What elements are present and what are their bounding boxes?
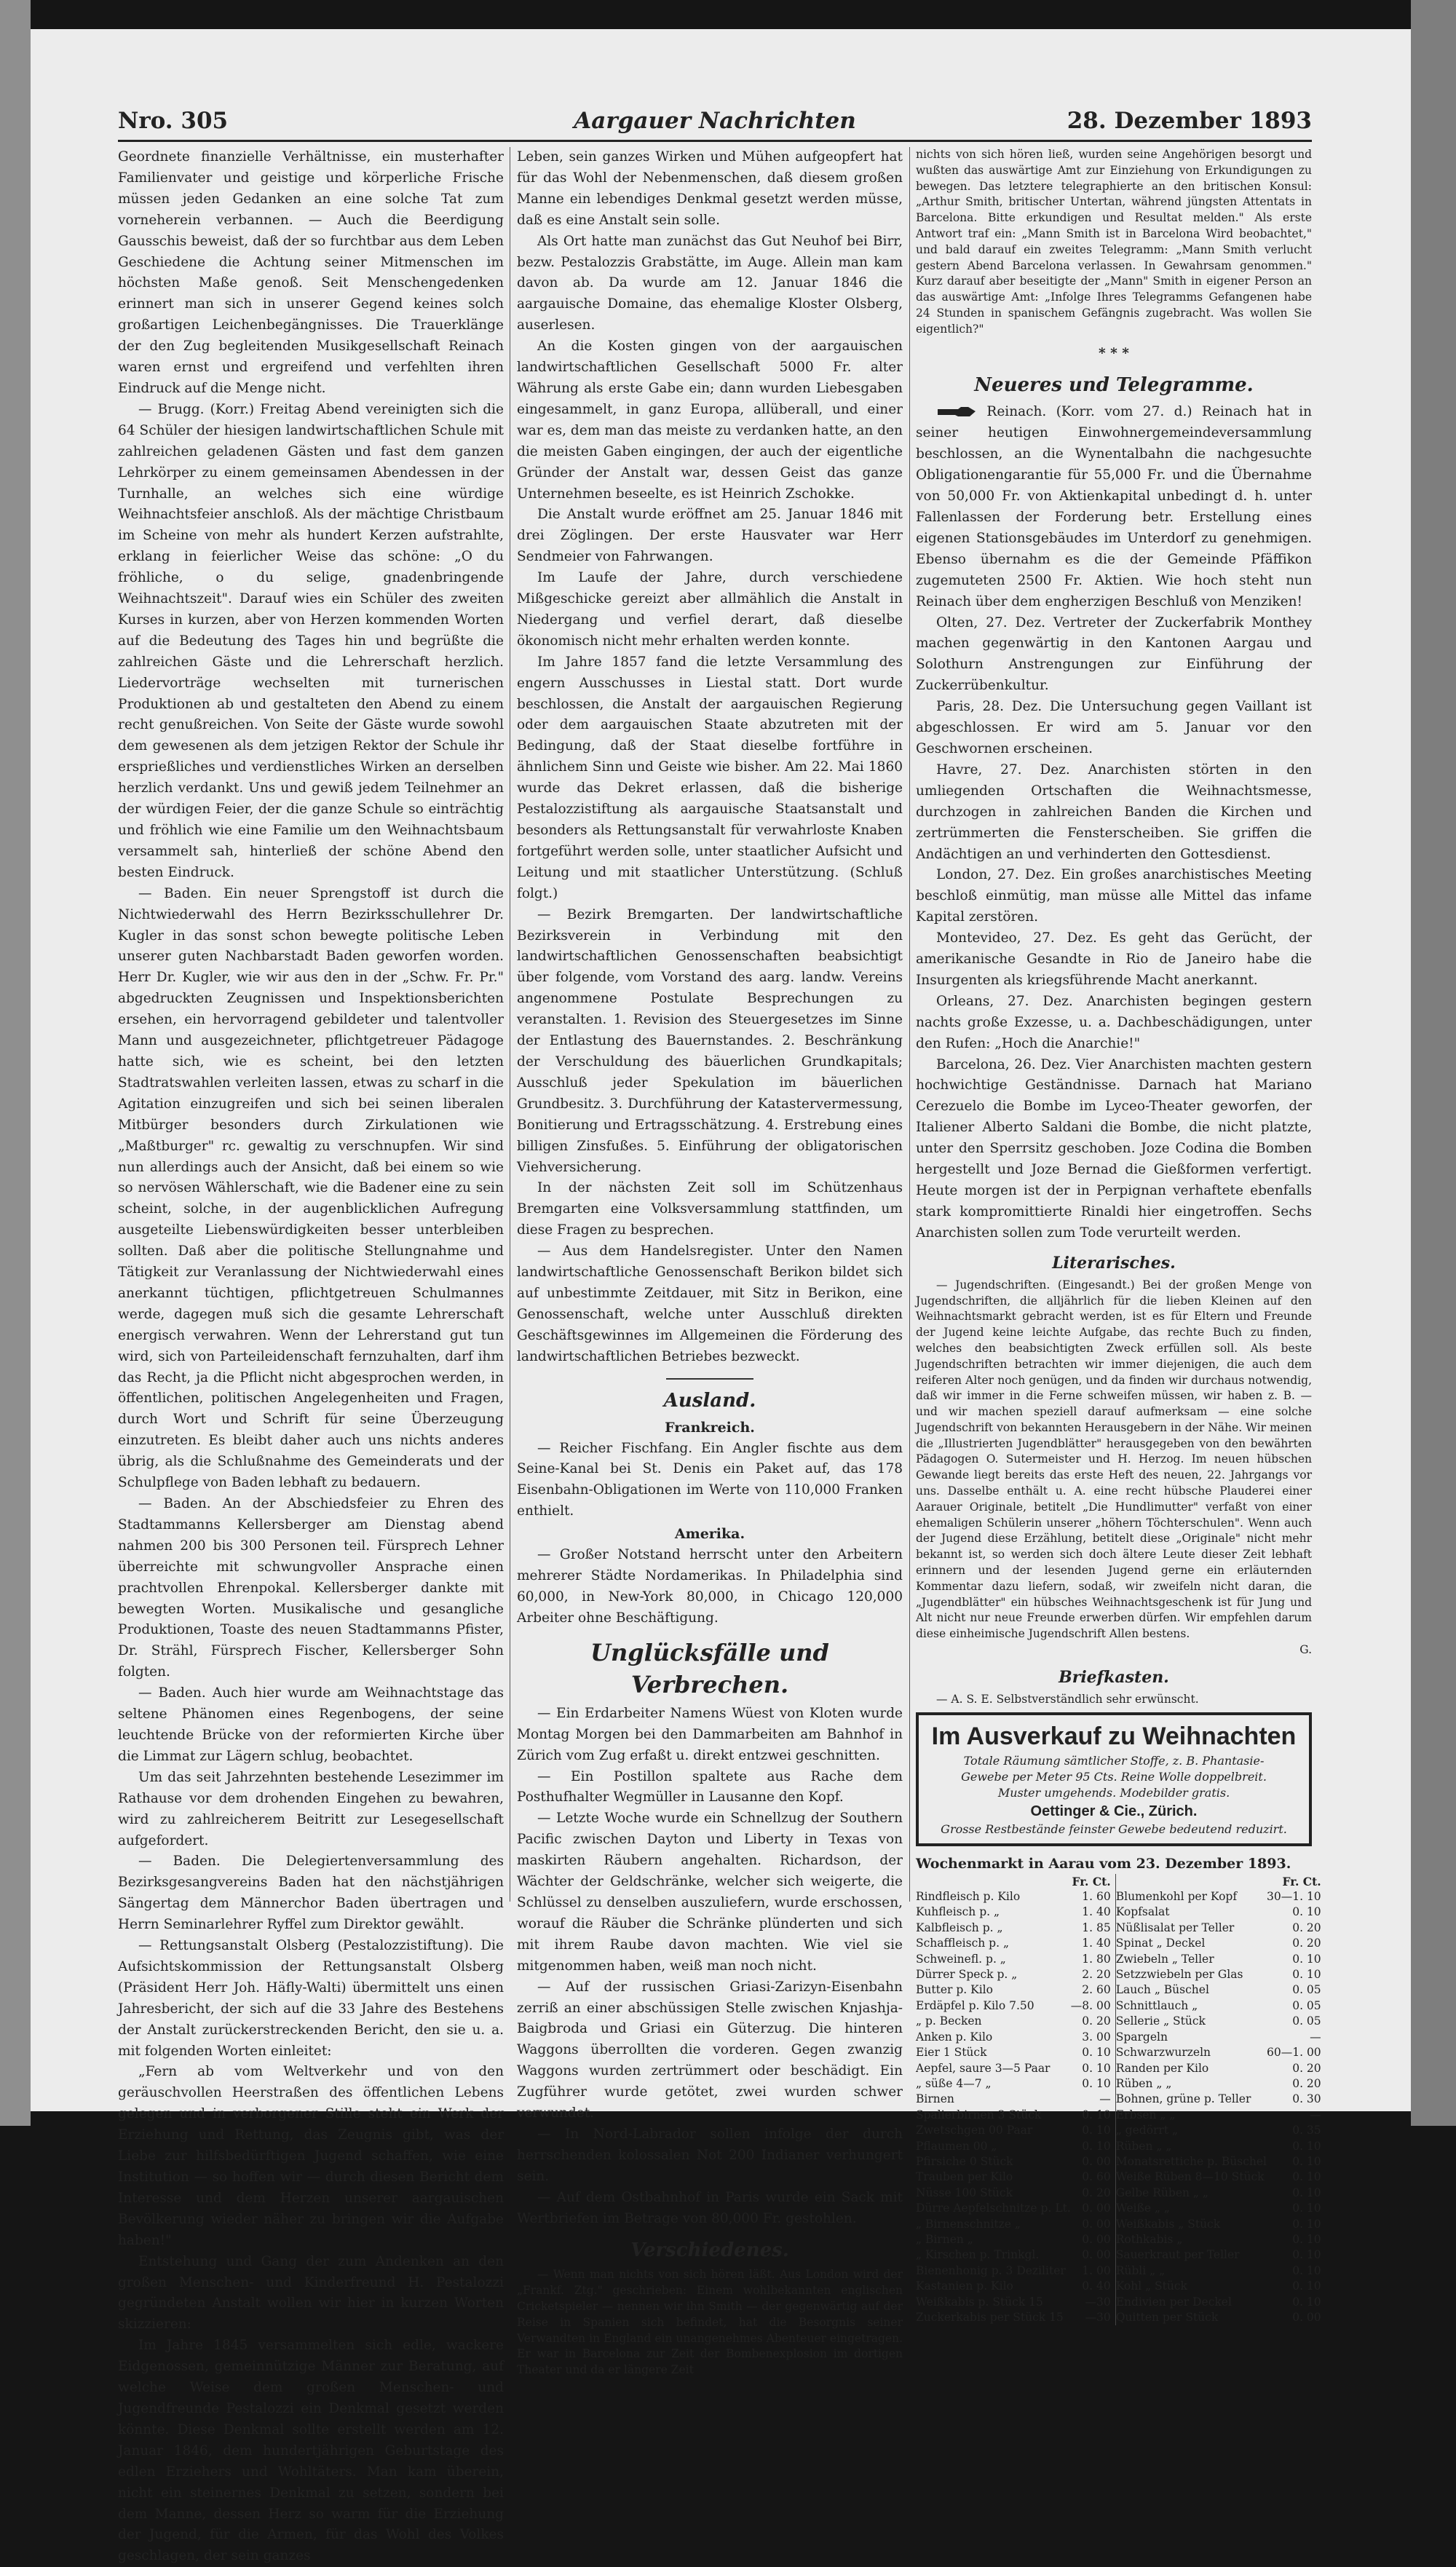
item-price: —8. 00: [1070, 1998, 1111, 2012]
item-name: Lauch „ Büschel: [1115, 1983, 1209, 1997]
ad-body: [927, 1753, 1300, 1838]
item-name: Rüben „ „: [1115, 2076, 1172, 2090]
ad-footer: Grosse Restbestände feinster Gewebe bedeutend reduzirt.: [941, 1822, 1287, 1836]
issue-date: 28. Dezember 1893: [1067, 108, 1312, 134]
article-paragraph: nichts von sich hören ließ, wurden seine Angehörigen besorgt und wußten das auswärtige Amt zur Einziehung von Erkundigungen zu bewegen. Das letztere telegraphierte an den britischen Konsul: „Arthur Smith, britischer Untertan, während jüngsten Attentats in Barcelona. Bitte erkundigen und Resultat melden." Als erste Antwort traf ein: „Mann Smith ist in Barcelona Wird beobachtet," und bald darauf ein zweites Telegramm: „Mann Smith verlucht gestern Abend Barcelona verlassen. In Gewahrsam genommen." Kurz darauf aber beseitigte der „Mann" Smith in eigener Person an das auswärtige Amt: „Infolge Ihres Telegramms Gefangenen habe 24 Stunden in spanischem Gefängnis zugebracht. Was wollen Sie eigentlich?": [916, 148, 1312, 336]
table-row: [916, 2123, 1326, 2138]
column-1: [118, 147, 504, 2564]
table-row: [916, 1905, 1326, 1920]
item-name: Monatsrettiche p. Büschel: [1115, 2154, 1267, 2168]
article-paragraph: Im Laufe der Jahre, durch verschiedene Mißgeschicke gereizt aber allmählich die Anstalt in Niedergang und verfiel derart, daß dieselbe ökonomisch nicht mehr erhalten werden konnte.: [517, 570, 903, 649]
item-price: 0. 40: [1082, 2279, 1111, 2293]
article-paragraph: — In Nord-Labrador sollen infolge der durch herrschenden kolossalen Not 200 Indianer verhungert sein.: [517, 2126, 903, 2184]
masthead: [118, 108, 1312, 140]
item-name: Bohnen, grüne p. Teller: [1115, 2092, 1251, 2106]
item-price: 0. 20: [1292, 1921, 1321, 1934]
item-price: 0. 05: [1292, 2014, 1321, 2028]
item-price: 0. 10: [1292, 1905, 1321, 1919]
item-price: 1. 60: [1082, 1890, 1111, 1904]
item-name: Aepfel, saure 3—5 Paar: [916, 2061, 1051, 2075]
item-name: Kalbfleisch p. „: [916, 1921, 1003, 1934]
pointing-hand-icon: [936, 406, 977, 419]
article-paragraph: — Baden. An der Abschiedsfeier zu Ehren des Stadtammanns Kellersberger am Dienstag abend nahmen 200 bis 300 Personen teil. Fürsprech Lehner überreichte mit schwungvoller Ansprache einen prachtvollen Ehrenpokal. Kellersberger dankte mit bewegten Worten. Musikalische und gesangliche Produktionen, Toaste des neuen Stadtammanns Pfister, Dr. Strähl, Fürsprech Fischer, Kellersberger Sohn folgten.: [118, 1496, 504, 1680]
item-price: 0. 10: [1082, 2124, 1111, 2137]
item-price: 0. 05: [1292, 1983, 1321, 1997]
newspaper-page: [31, 29, 1411, 2564]
item-price: 0. 00: [1082, 2217, 1111, 2231]
telegram-item: [916, 402, 1312, 612]
item-price: 0. 00: [1292, 2311, 1321, 2325]
article-paragraph: — Baden. Die Delegiertenversammlung des Bezirksgesangvereins Baden hat den nächstjährigen Sängertag dem Männerchor Baden übertragen und Herrn Seminarlehrer Ryffel zum Direktor gewählt.: [118, 1854, 504, 1933]
article-paragraph: — Wenn man nichts von sich hören läßt. Aus London wird der „Frankf. Ztg." geschrieben: Einem wohlbekannten englischen Cricketspieler — nennen wir ihn Smith — der gegenwärtig auf der Reise in Spanien sich befindet, hat die Besorgnis seiner Verwandten in England ein unangenehmes Abenteuer eingetragen. Er war in Barcelona zur Zeit der Bombenexplosion im dortigen Theater und da er längere Zeit: [517, 2268, 903, 2377]
article-paragraph: — Ein Postillon spaltete aus Rache dem Posthufhalter Wegmüller in Lausanne den Kopf.: [517, 1768, 903, 1805]
item-price: 0. 10: [1292, 2202, 1321, 2215]
article-paragraph: — Bezirk Bremgarten. Der landwirtschaftliche Bezirksverein in Verbindung mit den landwirtschaftlichen Genossenschaften beabsichtigt über folgende, vom Vorstand des aarg. landw. Vereins angenommene Postulate Besprechungen zu veranstalten. 1. Revision des Steuergesetzes im Sinne der Entlastung des Bauernstandes. 2. Beschränkung der Verschuldung des bäuerlichen Grundkapitals; Ausschluß jeder Spekulation im bäuerlichen Grundbesitz. 3. Durchführung der Katastervermessung, Bonitierung und Ertragsschätzung. 4. Erstrebung eines billigen Zinsfußes. 5. Einführung der obligatorischen Viehversicherung.: [517, 906, 903, 1175]
section-heading-neueres: Neueres und Telegramme.: [974, 374, 1254, 397]
item-price: 1. 00: [1082, 2263, 1111, 2277]
item-name: Zuckerkabis per Stück 15: [916, 2311, 1064, 2325]
item-price: 0. 20: [1292, 1937, 1321, 1950]
item-price: 0. 10: [1292, 2139, 1321, 2153]
item-name: Pfirsiche 0 Stück: [916, 2154, 1013, 2168]
table-row: [916, 2014, 1326, 2029]
article-paragraph: In der nächsten Zeit soll im Schützenhaus Bremgarten eine Volksversammlung stattfinden, um diese Fragen zu besprechen.: [517, 1180, 903, 1238]
ad-firm-name: Oettinger & Cie., Zürich.: [1030, 1803, 1198, 1819]
table-row: [916, 2263, 1326, 2279]
item-name: Weiße „ „: [1115, 2202, 1170, 2215]
item-price: 0. 10: [1082, 2108, 1111, 2121]
price-column-header: Fr. Ct.: [1072, 1874, 1111, 1888]
item-price: 30—1. 10: [1267, 1890, 1321, 1904]
item-name: Kuhfleisch p. „: [916, 1905, 1000, 1919]
item-price: 0. 10: [1292, 1952, 1321, 1966]
item-name: Gelbe Rüben „ „: [1115, 2186, 1208, 2199]
item-price: 0. 20: [1292, 2061, 1321, 2075]
table-row: [916, 2232, 1326, 2247]
table-row: [916, 2186, 1326, 2201]
article-paragraph: Geordnete finanzielle Verhältnisse, ein musterhafter Familienvater und geistige und körperliche Frische müssen jeden Gedanken an eine solche Tat zum vorneherein verbannen. — Auch die Beerdigung Gausschis beweist, daß der so furchtbar aus dem Leben Geschiedene die Achtung seiner Mitmenschen im höchsten Maße genoß. Seit Menschengedenken erinnert man sich in unserer Gegend keines solch großartigen Leichenbegängnisses. Die Trauerklänge der den Zug begleitenden Musikgesellschaft Reinach waren ernst und ergreifend und verfehlten ihren Eindruck auf die Menge nicht.: [118, 149, 504, 396]
item-name: Kopfsalat: [1115, 1905, 1170, 1919]
article-paragraph: Im Jahre 1857 fand die letzte Versammlung des engern Ausschusses in Liestal statt. Dort wurde beschlossen, die Anstalt der aargauischen Regierung oder dem aargauischen Staate abzutreten mit der Bedingung, daß der Staat dieselbe fortführe in ähnlichem Sinn und Geiste wie bisher. Am 22. Mai 1860 wurde das Dekret erlassen, daß die bisherige Pestalozzistiftung als aargauische Staatsanstalt und besonders als Rettungsanstalt für verwahrloste Knaben fortgeführt werden solle, unter staatlicher Aufsicht und Leitung und mit staatlicher Unterstützung. (Schluß folgt.): [517, 654, 903, 901]
item-price: 0. 00: [1082, 2248, 1111, 2262]
table-row: [916, 1921, 1326, 1936]
article-paragraph: — Auf dem Ostbahnhof in Paris wurde ein Sack mit Wertbriefen im Betrage von 80,000 Fr. gestohlen.: [517, 2189, 903, 2226]
item-name: Kastanien p. Kilo: [916, 2279, 1013, 2293]
item-price: 3. 00: [1082, 2030, 1111, 2044]
item-price: 0. 30: [1292, 2092, 1321, 2106]
article-paragraph: — Baden. Ein neuer Sprengstoff ist durch die Nichtwiederwahl des Herrn Bezirksschullehrer Dr. Kugler in das sonst schon bewegte politische Leben unserer guten Nachbarstadt Baden geworfen worden. Herr Dr. Kugler, wie wir aus den in der „Schw. Fr. Pr." abgedruckten Zeugnissen und Inspektionsberichten ersehen, ein hervorragend gebildeter und talentvoller Mann und ausgezeichneter, pflichtgetreuer Pädagoge hatte sich, wie es scheint, bei den letzten Stadtratswahlen verleiten lassen, etwas zu scharf in die Agitation einzugreifen und sich bei seinen liberalen Mitbürger besonders durch Zirkulationen wie „Maßtburger" rc. gewaltig zu verschnupfen. Wir sind nun allerdings auch der Ansicht, daß bei einem so wie so nervösen Wählerschaft, wie die Badener eine zu sein scheint, solche, in der augenblicklichen Aufregung ausgeteilte Liebenswürdigkeiten besser unterbleiben sollten. Daß aber die politische Stellungnahme und Tätigkeit zur Veranlassung der Nichtwiederwahl eines anerkannt tüchtigen, pflichtgetreuen Schulmannes werde, dagegen muß sich die gesamte Lehrerschaft energisch verwahren. Wenn der Lehrerstand gut tun wird, sich von Parteileidenschaft fernzuhalten, darf ihm das Recht, ja die Pflicht nicht abgesprochen werden, in öffentlichen, politischen Angelegenheiten und Fragen, durch Wort und Schrift für seine Überzeugung einzutreten. Es bleibt daher auch uns nichts anderes übrig, als die Schlußnahme des Gemeinderats und der Schulpflege von Baden lebhaft zu bedauern.: [118, 885, 504, 1491]
table-row: [916, 2108, 1326, 2123]
table-row: [916, 2061, 1326, 2076]
item-price: 0. 00: [1082, 2232, 1111, 2246]
item-price: 0. 00: [1082, 2202, 1111, 2215]
table-row: [916, 1936, 1326, 1951]
item-name: Butter p. Kilo: [916, 1983, 993, 1997]
item-price: 0. 35: [1292, 2124, 1321, 2137]
article-paragraph: — Ein Erdarbeiter Namens Wüest von Kloten wurde Montag Morgen bei den Dammarbeiten am Bahnhof in Zürich vom Zug erfaßt u. direkt entzwei geschnitten.: [517, 1705, 903, 1763]
telegram-item: Barcelona, 26. Dez. Vier Anarchisten machten gestern hochwichtige Geständnisse. Darnach hat Mariano Cerezuelo die Bombe im Lyceo-Theater geworfen, der Italiener Alberto Saldani die Bombe, die nicht platzte, unter den Sperrsitz geschoben. Joze Codina die Bomben hergestellt und Joze Bernad die Gießformen verfertigt. Heute morgen ist der in Perpignan verhaftete ebenfalls stark kompromittierte Rinaldi hier eingetroffen. Sechs Anarchisten sollen zum Tode verurteilt werden.: [916, 1056, 1312, 1241]
item-name: Nüßlisalat per Teller: [1115, 1921, 1235, 1934]
item-name: Weiße Rüben 8—10 Stück: [1115, 2170, 1265, 2184]
column-2: [517, 147, 903, 2377]
column-rule: [909, 147, 910, 1902]
article-paragraph: — Brugg. (Korr.) Freitag Abend vereinigten sich die 64 Schüler der hiesigen landwirtschaftlichen Schule mit zahlreichen geladenen Gästen und fast dem ganzen Lehrkörper zu einem gemeinsamen Abendessen in der Turnhalle, an welches sich eine würdige Weihnachtsfeier anschloß. Als der mächtige Christbaum im Scheine von mehr als hundert Kerzen aufstrahlte, erklang in feierlicher Weise das schöne: „O du fröhliche, o du selige, gnadenbringende Weihnachtszeit". Darauf wies ein Schüler des zweiten Kurses in kurzen, aber von Herzen kommenden Worten auf die Bedeutung des Tages hin und begrüßte die zahlreichen Gäste und die Lehrerschaft herzlich. Liedervorträge wechselten mit turnerischen Produktionen ab und gestalteten den Abend zu einem recht genußreichen. Von Seite der Gäste wurde sowohl dem gewesenen als dem jetzigen Rektor der Schule ihr ersprießliches und verdienstliches Wirken an derselben herzlich verdankt. Uns und gewiß jedem Teilnehmer an der würdigen Feier, der die ganze Schule so einträchtig und fröhlich wie eine Familie um den Weihnachtsbaum versammelt sah, hinterließ der schöne Abend den besten Eindruck.: [118, 401, 504, 880]
ad-line: Totale Räumung sämtlicher Stoffe, z. B. Phantasie-: [963, 1753, 1265, 1768]
item-price: 0. 10: [1292, 2170, 1321, 2184]
issue-number: Nro. 305: [118, 108, 229, 134]
table-row: [916, 1889, 1326, 1905]
item-price: 0. 60: [1082, 2170, 1111, 2184]
table-row: [916, 2139, 1326, 2154]
item-name: Schweinefl. p. „: [916, 1952, 1006, 1966]
author-sign: G.: [1299, 1643, 1312, 1657]
article-paragraph: „Fern ab vom Weltverkehr und von den geräuschvollen Heerstraßen des öffentlichen Lebens gelegen und in verborgener Stille steht ein Werk der Erziehung und Rettung, das Zeugnis gibt, was der Liebe zur hilfsbedürftigen Jugend schaffen, wie eine Institution — so hoffen wir — durch diesen Bericht dem Interesse und dem Herzen unserer aargauischen Bevölkerung wieder näher zu bringen wir die Aufgabe haben!": [118, 2064, 504, 2248]
item-name: Blumenkohl per Kopf: [1115, 1890, 1238, 1904]
item-name: Bienenhonig p. 3 Deziliter: [916, 2263, 1066, 2277]
ad-line: Gewebe per Meter 95 Cts. Reine Wolle doppelbreit.: [961, 1769, 1267, 1784]
item-price: 1. 85: [1082, 1921, 1111, 1934]
item-name: Birnen: [916, 2092, 954, 2106]
item-name: Weißkabis „ Stück: [1115, 2217, 1221, 2231]
item-name: Endivien per Deckel: [1115, 2295, 1232, 2309]
item-price: 0. 10: [1082, 2046, 1111, 2060]
item-name: Schnittlauch „: [1115, 1998, 1198, 2012]
article-paragraph: Als Ort hatte man zunächst das Gut Neuhof bei Birr, bezw. Pestalozzis Grabstätte, im Auge. Allein man kam davon ab. Da wurde am 12. Januar 1846 die aargauische Domaine, das ehemalige Kloster Olsberg, auserlesen.: [517, 233, 903, 333]
item-name: Anken p. Kilo: [916, 2030, 993, 2044]
table-row: [916, 2201, 1326, 2216]
article-paragraph: — Jugendschriften. (Eingesandt.) Bei der großen Menge von Jugendschriften, die alljährlich für die lieben Kleinen auf den Weihnachtsmarkt gebracht werden, ist es für Eltern und Freunde der Jugend keine leichte Aufgabe, das rechte Buch zu finden, welches den beabsichtigten Zweck erfüllen soll. Als beste Jugendschriften betrachten wir immer diejenigen, die auch dem reiferen Alter noch genügen, und da finden wir durchaus notwendig, daß wir immer in die Ferne schweifen müssen, wir haben z. B. — und wir machen speziell darauf aufmerksam — eine solche Jugendschrift von bekannten Herausgebern in der Nähe. Wir meinen die „Illustrierten Jugendblätter" herausgegeben von den bewährten Pädagogen O. Sutermeister und H. Herzog. Im neuen hübschen Gewande liegt bereits das erste Heft des neuen, 22. Jahrgangs vor uns. Dasselbe enthält u. A. eine recht hübsche Plauderei einer Aarauer Originale, betitelt „Die Hundlimutter" verfaßt von einer ehemaligen Schülerin unserer „höhern Töchterschulen". Wenn auch der Jugend diese Erzählung, betitelt diese „Originale" nicht mehr bekannt ist, so werden sich doch ältere Leute dieser Zeit lebhaft erinnern und der lesenden Jugend gerne ein erläuternden Kommentar dazu liefern, sodaß, wir zweifeln nicht daran, die „Jugendblätter" ein hübsches Weihnachtsgeschenk ist für Jung und Alt nicht nur neue Freunde erwerben dürfen. Wir empfehlen darum diese einheimische Jugendschrift Allen bestens.: [916, 1278, 1312, 1641]
item-name: Spargeln: [1115, 2030, 1168, 2044]
item-name: Randen per Kilo: [1115, 2061, 1209, 2075]
item-name: Kohl „ Stück: [1115, 2279, 1187, 2293]
table-row: [916, 2154, 1326, 2170]
item-name: Rübli „ „: [1115, 2263, 1166, 2277]
item-name: Nüsse 100 Stück: [916, 2186, 1013, 2199]
telegram-text: Reinach. (Korr. vom 27. d.) Reinach hat in seiner heutigen Einwohnergemeindeversammlung beschlossen, an die Wynentalbahn die nachgesuchte Obligationengarantie für 55,000 Fr. und die Übernahme von 50,000 Fr. von Aktienkapital unbedingt d. h. unter Fallenlassen der Forderung betr. Erstellung eines eigenen Stationsgebäudes im Unterdorf zu genehmigen. Ebenso übernahm es die der Gemeinde Pfäffikon zugemuteten 2500 Fr. Aktien. Wie hoch steht nun Reinach über dem engherzigen Beschluß von Menziken!: [916, 404, 1312, 609]
item-price: —: [1310, 2030, 1321, 2044]
telegram-item: Paris, 28. Dez. Die Untersuchung gegen Vaillant ist abgeschlossen. Er wird am 5. Januar vor den Geschwornen erscheinen.: [916, 699, 1312, 756]
article-paragraph: Die Anstalt wurde eröffnet am 25. Januar 1846 mit drei Zöglingen. Der erste Hausvater war Herr Sendmeier von Fahrwangen.: [517, 507, 903, 565]
item-name: Dürrer Speck p. „: [916, 1968, 1018, 1982]
item-price: —30: [1085, 2295, 1111, 2309]
ad-line: Muster umgehends. Modebilder gratis.: [997, 1785, 1230, 1800]
item-price: 2. 20: [1082, 1968, 1111, 1982]
item-price: 0. 10: [1292, 2217, 1321, 2231]
item-name: Sellerie „ Stück: [1115, 2014, 1206, 2028]
telegram-item: Orleans, 27. Dez. Anarchisten begingen gestern nachts große Exzesse, u. a. Dachbeschädigungen, unter den Rufen: „Hoch die Anarchie!": [916, 993, 1312, 1051]
section-heading-ungluecksfaelle: Unglücksfälle und Verbrechen.: [590, 1638, 829, 1698]
article-paragraph: — Letzte Woche wurde ein Schnellzug der Southern Pacific zwischen Dayton und Liberty in Texas von maskirten Räubern angehalten. Richardson, der Wächter der Geldschränke, welcher sich weigerte, die Schlüssel zu denselben auszuliefern, wurde erschossen, worauf die Räuber die Schränke plünderten und sich mit ihrem Raube davon machten. Wie viel sie mitgenommen haben, weiß man noch nicht.: [517, 1811, 903, 1974]
table-row: [916, 2279, 1326, 2294]
item-price: 0. 10: [1082, 2061, 1111, 2075]
item-name: „ p. Becken: [916, 2014, 982, 2028]
article-paragraph: — Aus dem Handelsregister. Unter den Namen landwirtschaftliche Genossenschaft Berikon bildet sich auf unbestimmte Zeitdauer, mit Sitz in Berikon, eine Genossenschaft, welche unter Ausschluß direkten Geschäftsgewinnes im Allgemeinen die Förderung des landwirtschaftlichen Betriebes bezweckt.: [517, 1243, 903, 1364]
subheading-amerika: Amerika.: [674, 1526, 745, 1543]
section-heading-ausland: Ausland.: [663, 1389, 756, 1412]
article-paragraph: — Rettungsanstalt Olsberg (Pestalozzistiftung). Die Aufsichtskommission der Rettungsanstalt Olsberg (Präsident Herr Joh. Häfly-Walti) übermittelt uns einen Jahresbericht, der sich auf die 33 Jahre des Bestehens der Anstalt zurückerstreckenden Bericht, den sie u. a. mit folgenden Worten einleitet:: [118, 1938, 504, 2059]
item-price: 0. 10: [1292, 2263, 1321, 2277]
item-price: 0. 20: [1292, 2076, 1321, 2090]
item-price: 1. 80: [1082, 1952, 1111, 1966]
column-3: [916, 147, 1321, 2325]
section-heading-literarisches: Literarisches.: [1052, 1253, 1176, 1273]
item-name: Schaffleisch p. „: [916, 1937, 1009, 1950]
section-divider: [666, 1378, 753, 1380]
section-heading-verschiedenes: Verschiedenes.: [630, 2239, 789, 2262]
item-name: Erbsen „ „: [1115, 2108, 1176, 2121]
item-name: Eier 1 Stück: [916, 2046, 987, 2060]
item-price: 60—1. 00: [1267, 2046, 1321, 2060]
scan-edge-right: [1411, 0, 1456, 2126]
item-price: 0. 10: [1292, 2279, 1321, 2293]
table-row: [916, 1998, 1326, 2014]
table-row: [916, 2217, 1326, 2232]
separator-stars: * * *: [1099, 345, 1129, 361]
item-price: 1. 40: [1082, 1937, 1111, 1950]
table-header-row: [916, 1874, 1326, 1889]
table-row: [916, 1967, 1326, 1982]
article-paragraph: Im Jahre 1845 versammelten sich edle, wackere Eidgenossen, gemeinnützige Männer zur Beratung, auf welche Weise dem großen Menschen- und Jugendfreunde Pestalozzi ein Denkmal gesetzt werden könnte. Diese Denkmal sollte erstellt werden am 12. Januar 1846, dem hundertjährigen Geburtstage des edlen Erziehers und Wohltäters. Man kam überein, nicht ein steinernes Denkmal zu setzen, sondern bei dem Manne, dessen Herz so warm für die Erziehung der Jugend, für die Armen, für das Wohl des Volkes geschlagen, der sein ganzes: [118, 2338, 504, 2564]
item-price: 0. 20: [1082, 2014, 1111, 2028]
item-price: 0. 10: [1292, 2295, 1321, 2309]
price-column-header: Fr. Ct.: [1282, 1874, 1321, 1888]
item-price: 0. 05: [1292, 1998, 1321, 2012]
market-heading: Wochenmarkt in Aarau vom 23. Dezember 1893.: [916, 1855, 1291, 1872]
article-paragraph: An die Kosten gingen von der aargauischen landwirtschaftlichen Gesellschaft 5000 Fr. alter Währung als erste Gabe ein; dann wurden Liebesgaben eingesammelt, in ganz Europa, allüberall, und einer war es, dem man das meiste zu verdanken hatte, an den die meisten Gaben eingingen, der auch der eigentliche Gründer der Anstalt war, dessen Geist das ganze Unternehmen beseelte, es ist Heinrich Zschokke.: [517, 339, 903, 502]
table-row: [916, 2076, 1326, 2092]
item-price: 0. 10: [1292, 2154, 1321, 2168]
item-name: Rothkabis „: [1115, 2232, 1183, 2246]
advertisement-box: [916, 1712, 1312, 1846]
scan-edge-left: [0, 0, 31, 2126]
item-name: Dürre Aepfelschnitze p. Lt.: [916, 2202, 1071, 2215]
item-name: Sauerkraut per Teller: [1115, 2248, 1240, 2262]
item-price: 0. 10: [1292, 1968, 1321, 1982]
telegram-item: Montevideo, 27. Dez. Es geht das Gerücht, der amerikanische Gesandte in Rio de Janeiro habe die Insurgenten als kriegsführende Macht anerkannt.: [916, 930, 1312, 988]
item-name: Weißkabis p. Stück 15: [916, 2295, 1043, 2309]
article-paragraph: — Auf der russischen Griasi-Zarizyn-Eisenbahn zerriß an einer abschüssigen Stelle zwischen Knjashja-Baigbroda und Griasi ein Güterzug. Die hinteren Waggons überrollten die vorderen. Gegen zwanzig Waggons wurden zertrümmert oder beschädigt. Ein Zugführer wurde getötet, zwei wurden schwer verwundet.: [517, 1979, 903, 2121]
mailbox-note: — A. S. E. Selbstverständlich sehr erwünscht.: [936, 1692, 1199, 1706]
article-paragraph: Entstehung und Gang der zum Andenken an den großen Menschen- und Kinderfreund H. Pestalozzi gegründeten Anstalt wollen wir hier in kurzen Worten skizzieren:: [118, 2253, 504, 2333]
item-name: „ Birnen „: [916, 2232, 973, 2246]
item-price: 1. 40: [1082, 1905, 1111, 1919]
table-row: [916, 1952, 1326, 1967]
item-name: Quitten per Stück: [1115, 2311, 1219, 2325]
item-price: 0. 10: [1292, 2232, 1321, 2246]
item-name: Zwiebeln „ Teller: [1115, 1952, 1214, 1966]
item-price: 0. 10: [1292, 2186, 1321, 2199]
subheading-frankreich: Frankreich.: [665, 1419, 755, 1436]
item-name: Erdäpfel p. Kilo 7.50: [916, 1998, 1034, 2012]
item-name: „ gedörrt „: [1115, 2124, 1179, 2137]
table-row: [916, 2092, 1326, 2107]
item-price: 2. 60: [1082, 1983, 1111, 1997]
item-name: Rindfleisch p. Kilo: [916, 1890, 1021, 1904]
table-row: [916, 2170, 1326, 2185]
item-name: Trauben per Kilo: [916, 2170, 1013, 2184]
section-heading-briefkasten: Briefkasten.: [1059, 1667, 1169, 1687]
item-name: Rüben „ „: [1115, 2139, 1172, 2153]
item-name: Pflaumen 00 „: [916, 2139, 997, 2153]
item-price: 0. 00: [1082, 2154, 1111, 2168]
item-name: Spinat „ Deckel: [1115, 1937, 1206, 1950]
telegram-item: Havre, 27. Dez. Anarchisten störten in den umliegenden Ortschaften die Weihnachtsmesse, durchzogen in zahlreichen Banden die Kirchen und zertrümmerten die Fensterscheiben. Sie griffen die Andächtigen an und verhinderten den Gottesdienst.: [916, 762, 1312, 862]
item-name: „ Birnenschnitze „: [916, 2217, 1021, 2231]
item-price: 0. 10: [1082, 2139, 1111, 2153]
market-price-table: [916, 1874, 1326, 2326]
item-price: 0. 20: [1082, 2186, 1111, 2199]
item-price: —: [1099, 2092, 1111, 2106]
article-paragraph: Um das seit Jahrzehnten bestehende Lesezimmer im Rathause vor dem drohenden Eingehen zu bewahren, wird zu zahlreicherem Beitritt zur Lesegesellschaft aufgefordert.: [118, 1769, 504, 1848]
item-name: Spalierbirnen 3 Stück: [916, 2108, 1042, 2121]
item-price: 0. 10: [1292, 2248, 1321, 2262]
table-row: [916, 1982, 1326, 1998]
item-name: „ süße 4—7 „: [916, 2076, 992, 2090]
newspaper-title: Aargauer Nachrichten: [574, 108, 856, 134]
item-name: „ Kirschen p. Trinkgl.: [916, 2248, 1040, 2262]
item-price: 0. 10: [1082, 2076, 1111, 2090]
header-rule: [118, 140, 1312, 142]
article-paragraph: Leben, sein ganzes Wirken und Mühen aufgeopfert hat für das Wohl der Nebenmenschen, daß diesem großen Manne ein lebendiges Denkmal gesetzt werden müsse, daß es eine Anstalt sein solle.: [517, 149, 903, 228]
table-row: [916, 2310, 1326, 2325]
item-price: —30: [1085, 2311, 1111, 2325]
article-paragraph: — Großer Notstand herrscht unter den Arbeitern mehrerer Städte Nordamerikas. In Philadelphia sind 60,000, in New-York 80,000, in Chicago 120,000 Arbeiter ohne Beschäftigung.: [517, 1547, 903, 1626]
ad-title: Im Ausverkauf zu Weihnachten: [931, 1722, 1297, 1750]
table-row: [916, 2247, 1326, 2263]
article-paragraph: — Baden. Auch hier wurde am Weihnachtstage das seltene Phänomen eines Regenbogens, der seine leuchtende Brücke von der reformierten Kirche über die Limmat zur Lägern schlug, beobachtet.: [118, 1685, 504, 1764]
telegram-item: London, 27. Dez. Ein großes anarchistisches Meeting beschloß einmütig, man müsse alle Mittel das infame Kapital zerstören.: [916, 867, 1312, 925]
item-name: Setzzwiebeln per Glas: [1115, 1968, 1243, 1982]
article-paragraph: — Reicher Fischfang. Ein Angler fischte aus dem Seine-Kanal bei St. Denis ein Paket auf, das 178 Eisenbahn-Obligationen im Werte von 110,000 Franken enthielt.: [517, 1440, 903, 1519]
table-row: [916, 2045, 1326, 2060]
item-name: Schwarzwurzeln: [1115, 2046, 1211, 2060]
table-row: [916, 2295, 1326, 2310]
item-price: —: [1310, 2108, 1321, 2121]
telegram-item: Olten, 27. Dez. Vertreter der Zuckerfabrik Monthey machen gegenwärtig in den Kantonen Aargau und Solothurn Anstrengungen zur Einführung der Zuckerrübenkultur.: [916, 614, 1312, 694]
item-name: Zwetschgen 00 Paar: [916, 2124, 1033, 2137]
table-row: [916, 2030, 1326, 2045]
